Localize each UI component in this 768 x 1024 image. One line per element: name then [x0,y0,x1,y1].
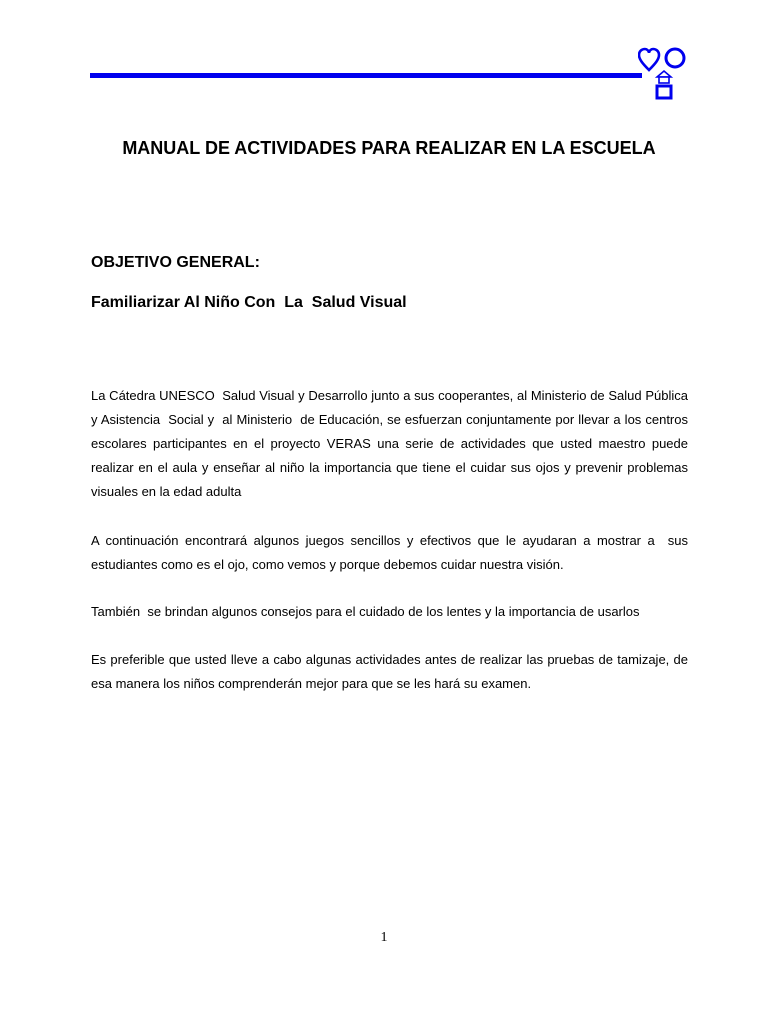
lens-care-paragraph: También se brindan algunos consejos para el cuidado de los lentes y la importancia de usarlos [91,604,640,619]
games-paragraph: A continuación encontrará algunos juegos sencillos y efectivos que le ayudaran a mostrar a sus estudiantes como es el ojo, como vemos y porque debemos cuidar nuestra visión. [91,533,692,572]
header-rule [90,73,642,78]
screening-paragraph: Es preferible que usted lleve a cabo algunas actividades antes de realizar las pruebas de tamizaje, de esa manera los niños comprenderán mejor para que se les hará su examen. [91,652,692,691]
page-number: 1 [380,930,388,945]
heart-circle-house-square-logo-icon [638,44,688,100]
objective-text: Familiarizar Al Niño Con La Salud Visual [91,294,407,311]
document-title: MANUAL DE ACTIVIDADES PARA REALIZAR EN LA ESCUELA [122,138,656,158]
objective-heading: OBJETIVO GENERAL: [91,254,260,271]
intro-paragraph: La Cátedra UNESCO Salud Visual y Desarrollo junto a sus cooperantes, al Ministerio de Salud Pública y Asistencia Social y al Ministerio de Educación, se esfuerzan conjuntamente por llevar a los centros escolares participantes en el proyecto VERAS una serie de actividades que usted maestro puede realizar en el aula y enseñar al niño la importancia que tiene el cuidar sus ojos y prevenir problemas visuales en la edad adulta [91,388,692,499]
